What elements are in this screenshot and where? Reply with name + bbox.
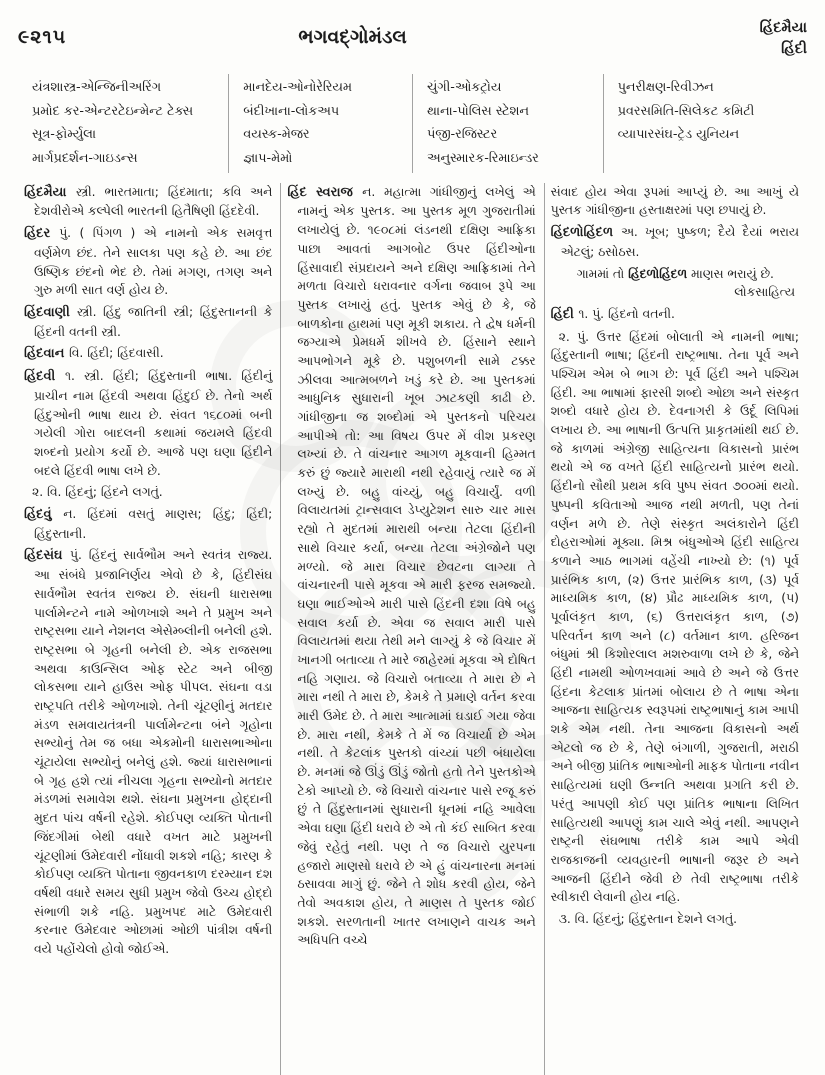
headword: હિંદી (550, 306, 579, 322)
headword: હિંદસંઘ (24, 548, 70, 564)
dictionary-entry: હિંદવાણી સ્ત્રી. હિંદુ જાતિની સ્ત્રી; હિંદુસ્તાનની કે હિંદની વતની સ્ત્રી. (24, 304, 273, 339)
headword: હિંદ સ્વરાજ (287, 184, 363, 200)
glossary-item: યંત્રશાસ્ત્ર-એન્જિનીઅરિંગ (32, 80, 162, 95)
headword: હિંદવાન (24, 346, 69, 362)
headword: હિંદર (24, 226, 60, 242)
glossary-item: થાના-પોલિસ સ્ટેશન (427, 103, 529, 119)
glossary-item: માનદેય-ઓનોરેરિયમ (243, 80, 352, 95)
page-number: ૯૨૧૫ (18, 26, 67, 48)
text-column (18, 183, 280, 1075)
glossary-column (603, 74, 807, 173)
entry-continuation: ૨. વિ. હિંદનું; હિંદને લગતું. (32, 485, 163, 500)
glossary-item: પ્રવરસમિતિ-સિલેકટ કમિટી (617, 103, 755, 119)
glossary-item: માર્ગપ્રદર્શન-ગાઇડન્સ (32, 151, 138, 167)
glossary-item: પુનરીક્ષણ-રિવીઝન (617, 80, 714, 95)
glossary-item: પ્રમોદ કર-એન્ટરટેઇન્મેન્ટ ટેક્સ (32, 103, 193, 119)
glossary-column (228, 74, 412, 173)
glossary-item: જ્ઞાપ-મેમો (243, 151, 293, 167)
quoted-headword: હિંદળોહિંદળ (628, 266, 688, 281)
glossary-item: પંજી-રજિસ્ટર (427, 127, 498, 143)
dictionary-entry: હિંદવું ન. હિંદમાં વસતું માણસ; હિંદુ; હિંદી; હિંદુસ્તાની. (24, 507, 273, 541)
entry-continuation: સંવાદ હોય એવા રૂપમાં આપ્યું છે. આ આખું યે પુસ્તક ગાંધીજીના હસ્તાક્ષરમાં પણ છપાયું છે. (550, 184, 799, 218)
running-head-last-word: હિંદી (781, 41, 807, 58)
page-header (18, 18, 807, 70)
glossary-item: વયસ્ક-મેજર (243, 127, 310, 143)
headword: હિંદવી (24, 369, 66, 385)
entry-continuation: ૩. વિ. હિંદનું; હિંદુસ્તાન દેશને લગતું. (558, 911, 738, 926)
glossary-item: વ્યાપારસંઘ-ટ્રેડ યુનિયન (617, 127, 739, 143)
citation-quote: ગામમાં તો હિંદળોહિંદળ માણસ ભરાયું છે. લોકસાહિત્ય (551, 265, 799, 302)
body-columns (18, 183, 807, 1075)
glossary-column (18, 74, 228, 173)
dictionary-entry: હિંદવી ૧. સ્ત્રી. હિંદી; હિંદુસ્તાની ભાષા. હિંદીનું પ્રાચીન નામ હિંદવી અથવા હિંદુઈ છે. તેનો અર્થ હિંદુઓની ભાષા થાય છે. સંવત ૧૬૮૦માં બની ગયેલી ગોરા બાદલની કથામાં જયમલે હિંદવી શબ્દનો પ્રયોગ કર્યો છે. આજે પણ ઘણા હિંદીને બદલે હિંદવી ભાષા લખે છે. (24, 369, 273, 478)
text-column (280, 183, 543, 1075)
dictionary-entry: હિંદસંઘ પું. હિંદનું સાર્વભૌમ અને સ્વતંત્ર રાજ્ય. આ સંબંધે પ્રજાનિર્ણય એવો છે કે, હિંદીસંઘ સાર્વભૌમ સ્વતંત્ર રાજ્ય છે. સંઘની ધારાસભા પાર્લામેન્ટને નામે ઓળખાશે અને તે પ્રમુખ અને રાષ્ટ્રસભા યાને નેશનલ એસેમ્બ્લીની બનેલી હશે. રાષ્ટ્રસભા બે ગૃહની બનેલી છે. એક રાજસભા અથવા કાઉન્સિલ ઓફ સ્ટેટ અને બીજી લોકસભા યાને હાઉસ ઓફ પીપલ. સંઘના વડા રાષ્ટ્રપતિ તરીકે ઓળખાશે. તેની ચૂંટણીનું મતદાર મંડળ સમવાયતંત્રની પાર્લામેન્ટના બંને ગૃહોના સભ્યોનું તેમ જ બધા એકમોની ધારાસભાઓના ચૂંટાયેલા સભ્યોનું બનેલું હશે. જ્યાં ધારાસભાનાં બે ગૃહ હશે ત્યાં નીચલા ગૃહના સભ્યોનો મતદાર મંડળમાં સમાવેશ થશે. સંઘના પ્રમુખના હોદ્દાની મુદત પાંચ વર્ષની રહેશે. કોઈપણ વ્યક્તિ પોતાની જિંદગીમાં બેથી વધારે વખત માટે પ્રમુખની ચૂંટણીમાં ઉમેદવારી નોંધાવી શકશે નહિ; કારણ કે કોઈપણ વ્યક્તિ પોતાના જીવનકાળ દરમ્યાન દશ વર્ષથી વધારે સમય સુધી પ્રમુખ જેવો ઉચ્ચ હોદ્દો સંભાળી શકે નહિ. પ્રમુખપદ માટે ઉમેદવારી કરનાર ઉમેદવાર ઓછામાં ઓછી પાંત્રીશ વર્ષની વયે પહોંચેલો હોવો જોઈએ. (24, 548, 273, 956)
dictionary-entry: હિંદવાન વિ. હિંદી; હિંદવાસી. (24, 346, 164, 362)
entry-continuation: ૨. પું. ઉત્તર હિંદમાં બોલાતી એ નામની ભાષા; હિંદુસ્તાની ભાષા; હિંદની રાષ્ટ્રભાષા. તેના પૂર્વ અને પશ્ચિમ એમ બે ભાગ છે: પૂર્વ હિંદી અને પશ્ચિમ હિંદી. આ ભાષામાં ફારસી શબ્દો ઓછા અને સંસ્કૃત શબ્દો વધારે હોય છે. દેવનાગરી કે ઉર્દૂ લિપિમાં લખાય છે. આ ભાષાની ઉત્પત્તિ પ્રાકૃતમાંથી થઈ છે. જે કાળમાં અંગ્રેજી સાહિત્યના વિકાસનો પ્રારંભ થયો એ જ વખતે હિંદી સાહિત્યનો પ્રારંભ થયો. હિંદીનો સૌથી પ્રથમ કવિ પુષ્પ સંવત ૭૦૦માં થયો. પુષ્પની કવિતાઓ આજ નથી મળતી, પણ તેનાં વર્ણન મળે છે. તેણે સંસ્કૃત અલંકારોને હિંદી દોહરાઓમાં મૂક્યા. મિશ્ર બંધુઓએ હિંદી સાહિત્ય કળાને આઠ ભાગમાં વહેંચી નાખ્યો છે: (૧) પૂર્વ પ્રારંભિક કાળ, (૨) ઉત્તર પ્રારંભિક કાળ, (૩) પૂર્વ માધ્યમિક કાળ, (૪) પ્રૌઢ માધ્યમિક કાળ, (૫) પૂર્વાલંકૃત કાળ, (૬) ઉત્તરાલંકૃત કાળ, (૭) પરિવર્તન કાળ અને (૮) વર્તમાન કાળ. હરિજન બંધુમાં શ્રી કિશોરલાલ મશરુવાળા લખે છે કે, જેને હિંદી નામથી ઓળખવામાં આવે છે અને જે ઉત્તર હિંદના કેટલાક પ્રાંતમાં બોલાય છે તે ભાષા એના આજના સાહિત્યક સ્વરૂપમાં રાષ્ટ્રભાષાનું કામ આપી શકે એમ નથી. તેના આજના વિકાસનો અર્થ એટલો જ છે કે, તેણે બંગાળી, ગુજરાતી, મરાઠી અને બીજી પ્રાંતિક ભાષાઓની માફક પોતાના નવીન સાહિત્યમાં ઘણી ઉન્નતિ અથવા પ્રગતિ કરી છે. પરંતુ આપણી કોઈ પણ પ્રાંતિક ભાષાના લિખિત સાહિત્યથી આપણું કામ ચાલે એવું નથી. આપણને રાષ્ટ્રની સંઘભાષા તરીકે કામ આપે એવી રાજકાજની વ્યવહારની ભાષાની જરૂર છે અને આજની હિંદીને જેવી છે તેવી રાષ્ટ્રભાષા તરીકે સ્વીકારી લેવાની હોય નહિ. (550, 329, 799, 905)
headword: હિંદવું (24, 507, 64, 522)
dictionary-entry: હિંદર પું. ( પિંગળ ) એ નામનો એક સમવૃત્ત વર્ણમેળ છંદ. તેને સાલકા પણ કહે છે. આ છંદ ઉષ્ણિક છંદનો ભેદ છે. તેમાં મગણ, તગણ અને ગુરુ મળી સાત વર્ણ હોય છે. (24, 226, 273, 298)
running-head-first-word: હિંદમૈયા (759, 20, 807, 36)
book-title: ભગવદ્ગોમંડલ (298, 26, 407, 48)
citation-source: લોકસાહિત્ય (734, 285, 795, 300)
running-head (667, 18, 807, 60)
headword: હિંદળોહિંદળ (550, 225, 621, 241)
glossary-item: અનુસ્મારક-રિમાઇન્ડર (427, 151, 539, 167)
headword: હિંદમૈયા (24, 184, 77, 200)
glossary (18, 74, 807, 173)
dictionary-entry: હિંદી ૧. પું. હિંદનો વતની. (550, 306, 675, 322)
text-column (544, 183, 807, 1075)
headword: હિંદવાણી (24, 304, 77, 320)
dictionary-entry: હિંદ સ્વરાજ ન. મહાત્મા ગાંધીજીનું લખેલું એ નામનું એક પુસ્તક. આ પુસ્તક મૂળ ગુજરાતીમાં લખાયેલું છે. ૧૯૦૮માં લંડનથી દક્ષિણ આફ્રિકા પાછા આવતાં આગબોટ ઉપર હિંદીઓના હિંસાવાદી સંપ્રદાયને અને દક્ષિણ આફ્રિકામાં તેને મળતા વિચારો ધરાવનાર વર્ગના જવાબ રૂપે આ પુસ્તક લખાયું હતું. પુસ્તક એવું છે કે, જે બાળકોના હાથમાં પણ મૂકી શકાય. તે દ્વેષ ધર્મની જગ્યાએ પ્રેમધર્મ શીખવે છે. હિંસાને સ્થાને આપભોગને મૂકે છે. પશુબળની સામે ટક્કર ઝીલવા આત્મબળને ખડું કરે છે. આ પુસ્તકમાં આધુનિક સુધારાની ખૂબ ઝાટકણી કાઢી છે. ગાંધીજીના જ શબ્દોમાં એ પુસ્તકનો પરિચય આપીએ તો: આ વિષય ઉપર મેં વીશ પ્રકરણ લખ્યાં છે. તે વાંચનાર આગળ મૂકવાની હિમ્મત કરું છું જ્યારે મારાથી નથી રહેવાયું ત્યારે જ મેં લખ્યું છે. બહુ વાંચ્યું, બહુ વિચાર્યું. વળી વિલાયતમાં ટ્રાન્સવાલ ડેપ્યુટેશન સારુ ચાર માસ રહ્યો તે મુદતમાં મારાથી બન્યા તેટલા હિંદીની સાથે વિચાર કર્યા, બન્યા તેટલા અંગ્રેજોને પણ મળ્યો. જે મારા વિચાર છેવટના લાગ્યા તે વાંચનારની પાસે મૂકવા એ મારી ફરજ સમજ્યો. ઘણા ભાઈઓએ મારી પાસે હિંદની દશા વિષે બહુ સવાલ કર્યા છે. એવા જ સવાલ મારી પાસે વિલાયતમાં થયા તેથી મને લાગ્યું કે જે વિચાર મેં ખાનગી બતાવ્યા તે મારે જાહેરમાં મૂકવા એ દોષિત નહિ ગણાય. જે વિચારો બતાવ્યા તે મારા છે ને મારા નથી તે મારા છે, કેમકે તે પ્રમાણે વર્તન કરવા મારી ઉમેદ છે. તે મારા આત્મામાં ઘડાઈ ગયા જેવા છે. મારા નથી, કેમકે તે મેં જ વિચાર્યા છે એમ નથી. તે કેટલાંક પુસ્તકો વાંચ્યાં પછી બંધાયેલા છે. મનમાં જે ઊંડું ઊંડું જોતો હતો તેને પુસ્તકોએ ટેકો આપ્યો છે. જે વિચારો વાંચનાર પાસે રજૂ કરું છું તે હિંદુસ્તાનમાં સુધારાની ધૂનમાં નહિ આવેલા એવા ઘણા હિંદી ધરાવે છે એ તો કંઈ સાબિત કરવા જેવું રહેતું નથી. પણ તે જ વિચારો યુરપના હજારો માણસો ધરાવે છે એ હું વાંચનારના મનમાં ઠસાવવા માગું છું. જેને તે શોધ કરવી હોય, જેને તેવો અવકાશ હોય, તે માણસ તે પુસ્તક જોઈ શકશે. સરળતાની ખાતર લખાણને વાચક અને અધિપતિ વચ્ચે (287, 184, 536, 948)
glossary-item: સૂત્ર-ફોર્મ્યુલા (32, 127, 96, 143)
dictionary-entry: હિંદળોહિંદળ અ. ખૂબ; પુષ્કળ; દૈયે દૈયાં ભરાય એટલું; ઠસોઠસ. (550, 225, 799, 259)
dictionary-entry: હિંદમૈયા સ્ત્રી. ભારતમાતા; હિંદમાતા; કવિ અને દેશવીરોએ કલ્પેલી ભારતની હિતૈષિણી હિંદદેવી. (24, 184, 273, 219)
glossary-item: બંદીખાના-લોકઅપ (243, 103, 340, 119)
glossary-item: ચુંગી-ઓકટ્રોય (427, 80, 502, 95)
glossary-column (412, 74, 603, 173)
